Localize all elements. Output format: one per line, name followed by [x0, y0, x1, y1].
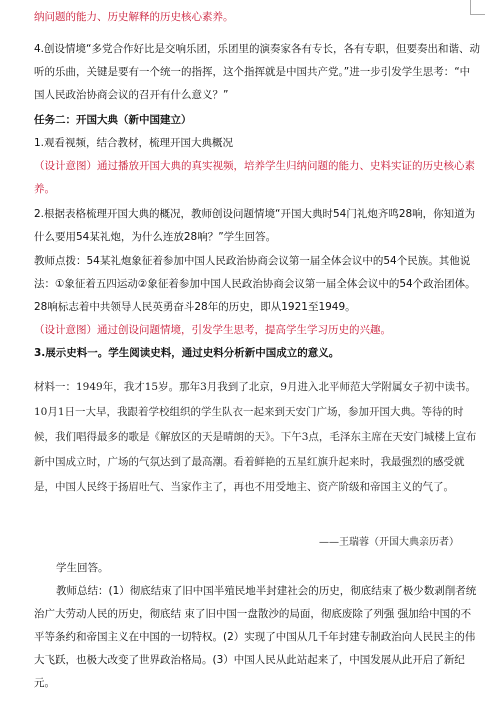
task-two-heading: 任务二：开国大典（新中国建立）	[34, 114, 192, 126]
paragraph-watch-video: 1.观看视频，结合教材，梳理开国大典概况	[34, 137, 234, 149]
material-author: ——王瑞蓉（开国大典亲历者）	[319, 537, 459, 548]
design-intent-one: （设计意图）通过播放开国大典的真实视频，培养学生归纳问题的能力、史料实证的历史核心素养。	[34, 160, 475, 195]
paragraph-teacher-guidance: 教师点拨：54某礼炮象征着参加中国人民政治协商会议第一届全体会议中的54个民族。其他说法：①象征着五四运动②象征着参加中国人民政治协商会议第一届全体会议中的54个政治团体。28响标志着中共领导人民英勇奋斗28年的历史，即从1921至1949。	[34, 255, 476, 313]
historical-material-one: 材料一：1949年，我才15岁。那年3月我到了北京，9月进入北平师范大学附属女子初中读书。10月1日一大早，我跟着学校组织的学生队衣一起来到天安门广场，参加开国大典。等待的时候，我们唱得最多的歌是《解放区的天是晴朗的天》。下午3点，毛泽东主席在天安门城楼上宣布新中国成立时，广场的气氛达到了最高潮。看着鲜艳的五星红旗升起来时，我最强烈的感受就是，中国人民终于扬眉吐气、当家作主了，再也不用受地主、资产阶级和帝国主义的气了。	[34, 381, 477, 493]
paragraph-salute-question: 2.根据表格梳理开国大典的概况，教师创设问题情境“开国大典时54门礼炮齐鸣28响，你知道为什么要用54某礼炮，为什么连放28响？”学生回答。	[34, 208, 476, 243]
paragraph-creation-scenario: 4.创设情境“多党合作好比是交响乐团，乐团里的演奏家各有专长，各有专职，但要奏出和谐、动听的乐曲，关键是要有一个统一的指挥，这个指挥就是中国共产党。”进一步引发学生思考：“中国人民政治协商会议的召开有什么意义？”	[34, 43, 480, 101]
paragraph-core-literacy: 纳问题的能力、历史解释的历史核心素养。	[34, 11, 234, 23]
design-intent-two: （设计意图）通过创设问题情境，引发学生思考，提高学生学习历史的兴趣。	[34, 324, 391, 336]
material-display-heading: 3.展示史料一。学生阅读史料，通过史料分析新中国成立的意义。	[34, 347, 340, 359]
paragraph-teacher-summary: 教师总结：(1）彻底结束了旧中国半殖民地半封建社会的历史，彻底结束了极少数剥削者统治广大劳动人民的历史，彻底结 束了旧中国一盘散沙的局面，彻底废除了列强 强加给中国的不平等条约和帝国主义在中国的一切特权。(2）实现了中国从几千年封建专制政治向人民民主的伟大飞跃，也极大改变了世界政治格局。(3）中国人民从此站起来了，中国发展从此开启了新纪元。	[34, 585, 477, 689]
paragraph-student-answer: 学生回答。	[56, 562, 109, 574]
